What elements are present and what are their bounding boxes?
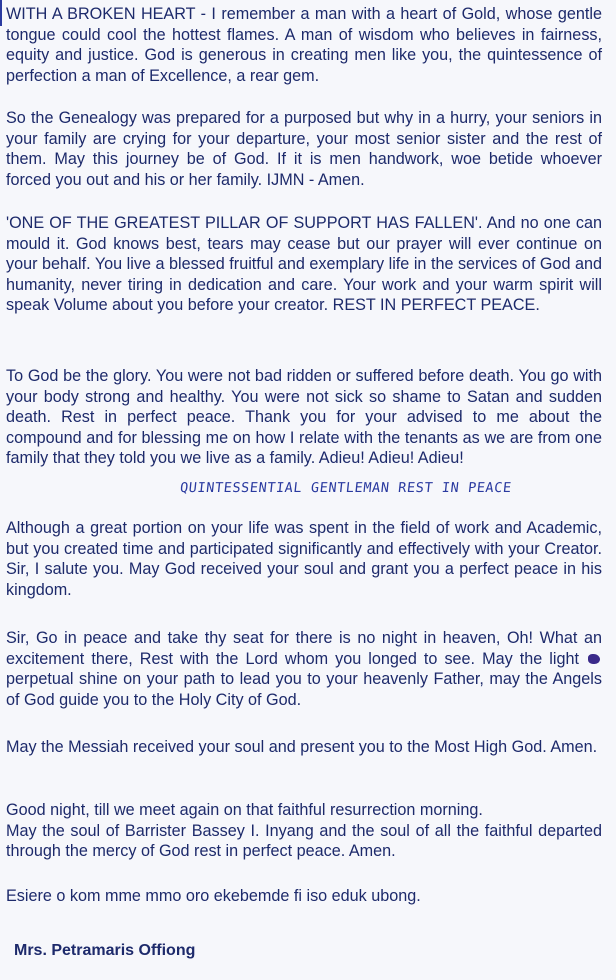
ink-blot-icon — [588, 654, 600, 664]
paragraph-glory: To God be the glory. You were not bad ridden or suffered before death. You go with your body strong and healthy. You were not sick so shame to Satan and sudden death. Rest in perfect peace. Thank you for your advised to me about the compound and for blessing me on how I relate with the tenants as we are from one family that they told you we live as a family. Adieu! Adieu! Adieu! — [6, 367, 602, 468]
signature-name: Mrs. Petramaris Offiong — [14, 942, 196, 959]
handwritten-note: QUINTESSENTIAL GENTLEMAN REST IN PEACE — [179, 480, 513, 496]
go-in-peace-text-start: Sir, Go in peace and take thy seat for there is no night in heaven, Oh! What an excitement there, Rest with the Lord whom you longed to see. May the light — [6, 629, 602, 668]
paragraph-academic-work: Although a great portion on your life was spent in the field of work and Academic, but you created time and participated significantly and effectively with your Creator. Sir, I salute you. May God received your soul and grant you a perfect peace in his kingdom. — [6, 519, 602, 599]
go-in-peace-text-end: perpetual shine on your path to lead you to your heavenly Father, may the Angels of God guide you to the Holy City of God. — [6, 670, 602, 709]
paragraph-go-in-peace — [6, 628, 602, 710]
paragraph-good-night — [6, 800, 602, 862]
barrister-soul-line: May the soul of Barrister Bassey I. Inyang and the soul of all the faithful departed through the mercy of God rest in perfect peace. Amen. — [6, 821, 602, 861]
paragraph-messiah: May the Messiah received your soul and present you to the Most High God. Amen. — [6, 738, 598, 756]
paragraph-genealogy: So the Genealogy was prepared for a purposed but why in a hurry, your seniors in your family are crying for your departure, your most senior sister and the rest of them. May this journey be of God. If it is men handwork, woe betide whoever forced you out and his or her family. IJMN - Amen. — [6, 109, 602, 189]
paragraph-pillar-of-support: 'ONE OF THE GREATEST PILLAR OF SUPPORT HAS FALLEN'. And no one can mould it. God knows best, tears may cease but our prayer will ever continue on your behalf. You live a blessed fruitful and exemplary life in the services of God and humanity, never tiring in dedication and care. Your work and your warm spirit will speak Volume about you before your creator. REST IN PERFECT PEACE. — [6, 214, 602, 315]
good-night-line: Good night, till we meet again on that faithful resurrection morning. — [6, 801, 483, 819]
ink-mark-decoration — [0, 0, 2, 26]
paragraph-efik-farewell: Esiere o kom mme mmo oro ekebemde fi iso eduk ubong. — [6, 887, 421, 905]
paragraph-broken-heart: WITH A BROKEN HEART - I remember a man with a heart of Gold, whose gentle tongue could cool the hottest flames. A man of wisdom who believes in fairness, equity and justice. God is generous in creating men like you, the quintessence of perfection a man of Excellence, a rear gem. — [6, 5, 602, 85]
